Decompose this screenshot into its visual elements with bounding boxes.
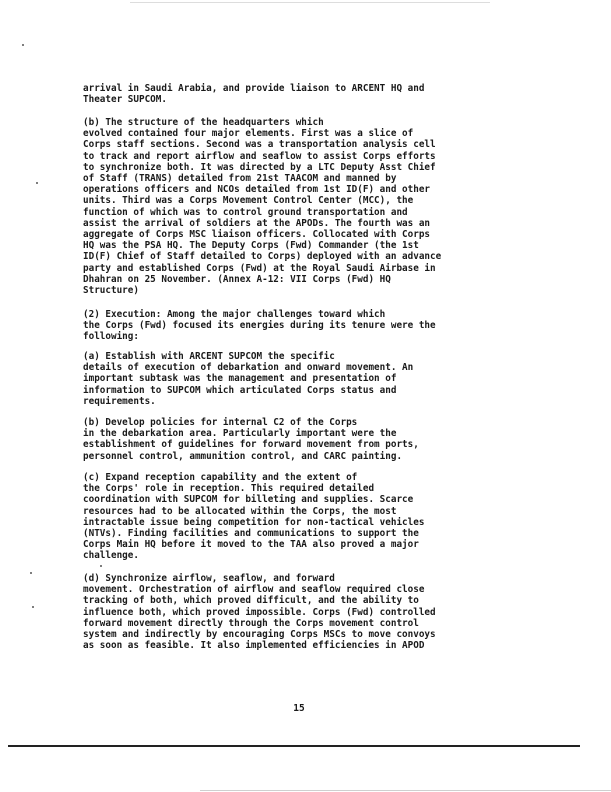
paragraph-establish: (a) Establish with ARCENT SUPCOM the specific details of execution of debarkation and onward movement. An important subtask was the management and presentation of information to SUPCOM which articulated Corps status and requirements. — [83, 351, 414, 407]
scan-speck — [32, 606, 34, 608]
paragraph-execution: (2) Execution: Among the major challenges toward which the Corps (Fwd) focused its energies during its tenure were the following: — [83, 309, 436, 343]
scan-speck — [100, 565, 102, 567]
paragraph-develop-policies: (b) Develop policies for internal C2 of the Corps in the debarkation area. Particularly important were the establishment of guidelines for forward movement from ports, personnel control, ammunition control, and CARC painting. — [83, 417, 419, 462]
scan-bottom-edge — [200, 790, 611, 791]
paragraph-headquarters-structure: (b) The structure of the headquarters which evolved contained four major elements. First was a slice of Corps staff sections. Second was a transportation analysis cell to track and report airflow and seaflow to assist Corps efforts to synchronize both. It was directed by a LTC Deputy Asst Chief of Staff (TRANS) detailed from 21st TAACOM and manned by operations officers and NCOs detailed from 1st ID(F) and other units. Third was a Corps Movement Control Center (MCC), the function of which was to control ground transportation and assist the arrival of soldiers at the APODs. The fourth was an aggregate of Corps MSC liaison officers. Collocated with Corps HQ was the PSA HQ. The Deputy Corps (Fwd) Commander (the 1st ID(F) Chief of Staff detailed to Corps) deployed with an advance party and established Corps (Fwd) at the Royal Saudi Airbase in Dhahran on 25 November. (Annex A-12: VII Corps (Fwd) HQ Structure) — [83, 117, 442, 297]
footer-rule — [8, 745, 580, 747]
page-number: 15 — [293, 703, 305, 714]
scan-speck — [22, 44, 24, 46]
scan-edge-line — [130, 2, 490, 3]
scan-speck — [30, 572, 32, 574]
paragraph-arrival: arrival in Saudi Arabia, and provide liaison to ARCENT HQ and Theater SUPCOM. — [83, 83, 425, 106]
paragraph-synchronize: (d) Synchronize airflow, seaflow, and forward movement. Orchestration of airflow and seaflow required close tracking of both, which proved difficult, and the ability to influence both, which proved impossible. Corps (Fwd) controlled forward movement directly through the Corps movement control system and indirectly by encouraging Corps MSCs to move convoys as soon as feasible. It also implemented efficiencies in APOD — [83, 573, 436, 652]
paragraph-expand-reception: (c) Expand reception capability and the extent of the Corps' role in reception. This required detailed coordination with SUPCOM for billeting and supplies. Scarce resources had to be allocated within the Corps, the most intractable issue being competition for non-tactical vehicles (NTVs). Finding facilities and communications to support the Corps Main HQ before it moved to the TAA also proved a major challenge. — [83, 472, 425, 562]
scan-speck — [36, 182, 38, 184]
